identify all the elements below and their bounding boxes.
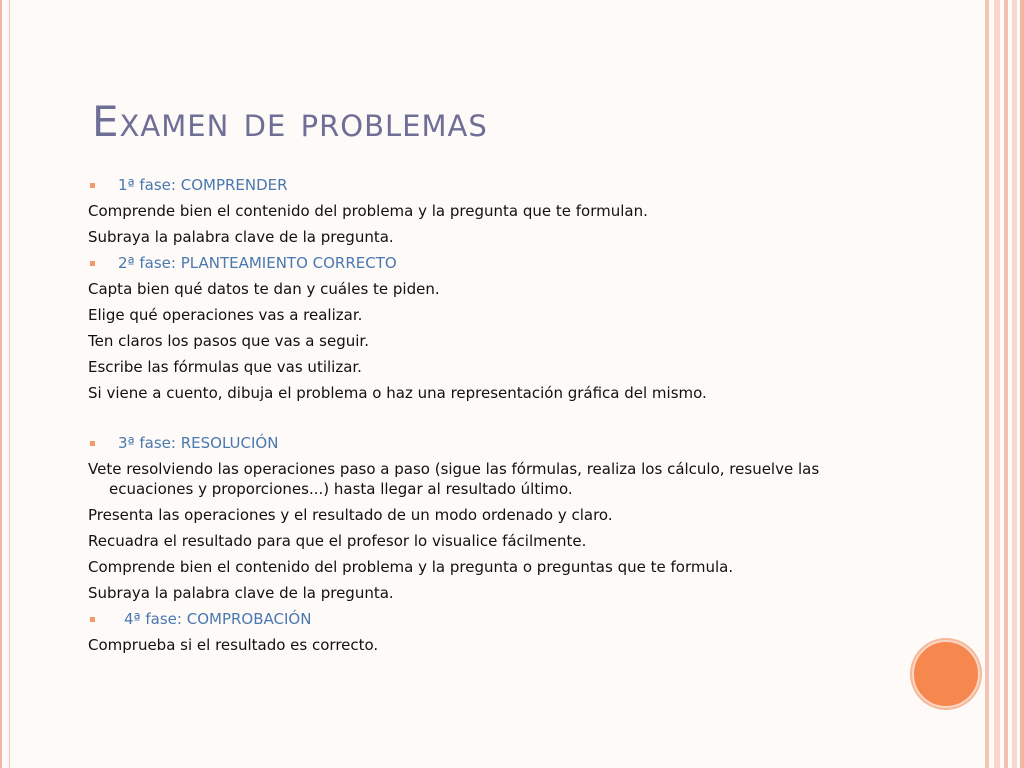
fase-3-heading: 3ª fase: RESOLUCIÓN xyxy=(88,430,928,456)
blank-line xyxy=(88,406,928,430)
body-line: Presenta las operaciones y el resultado de un modo ordenado y claro. xyxy=(88,506,613,524)
body-line: Ten claros los pasos que vas a seguir. xyxy=(88,332,369,350)
decorative-orange-circle xyxy=(912,640,980,708)
body-line: Recuadra el resultado para que el profesor lo visualice fácilmente. xyxy=(88,532,587,550)
body-line: Si viene a cuento, dibuja el problema o haz una representación gráfica del mismo. xyxy=(88,384,707,402)
right-frame-stripe xyxy=(994,0,1000,768)
right-frame-stripe xyxy=(1020,0,1024,768)
body-line: Subraya la palabra clave de la pregunta. xyxy=(88,228,394,246)
body-line: Comprende bien el contenido del problema y la pregunta o preguntas que te formula. xyxy=(88,558,734,576)
left-frame-border xyxy=(0,0,10,768)
right-frame-stripe xyxy=(985,0,989,768)
square-bullet-icon xyxy=(90,261,95,266)
body-line: Escribe las fórmulas que vas utilizar. xyxy=(88,358,362,376)
fase-4-heading: 4ª fase: COMPROBACIÓN xyxy=(88,606,928,632)
body-line-continuation: ecuaciones y proporciones...) hasta llegar al resultado último. xyxy=(109,480,573,498)
square-bullet-icon xyxy=(90,183,95,188)
fase-2-heading: 2ª fase: PLANTEAMIENTO CORRECTO xyxy=(88,250,928,276)
body-line: Comprende bien el contenido del problema y la pregunta que te formulan. xyxy=(88,202,648,220)
slide-title: Examen de problemas xyxy=(92,97,488,146)
square-bullet-icon xyxy=(90,617,95,622)
body-line: Subraya la palabra clave de la pregunta. xyxy=(88,584,394,602)
body-line: Vete resolviendo las operaciones paso a paso (sigue las fórmulas, realiza los cálculo, resuelve las xyxy=(88,460,820,478)
body-line: Elige qué operaciones vas a realizar. xyxy=(88,306,363,324)
right-frame-stripe xyxy=(1004,0,1008,768)
right-frame-stripe xyxy=(1012,0,1017,768)
body-line: Comprueba si el resultado es correcto. xyxy=(88,636,379,654)
body-line: Capta bien qué datos te dan y cuáles te piden. xyxy=(88,280,440,298)
body-paragraph-wrapped xyxy=(88,456,928,502)
fase-1-heading: 1ª fase: COMPRENDER xyxy=(88,172,928,198)
slide-body xyxy=(88,172,928,658)
square-bullet-icon xyxy=(90,441,95,446)
